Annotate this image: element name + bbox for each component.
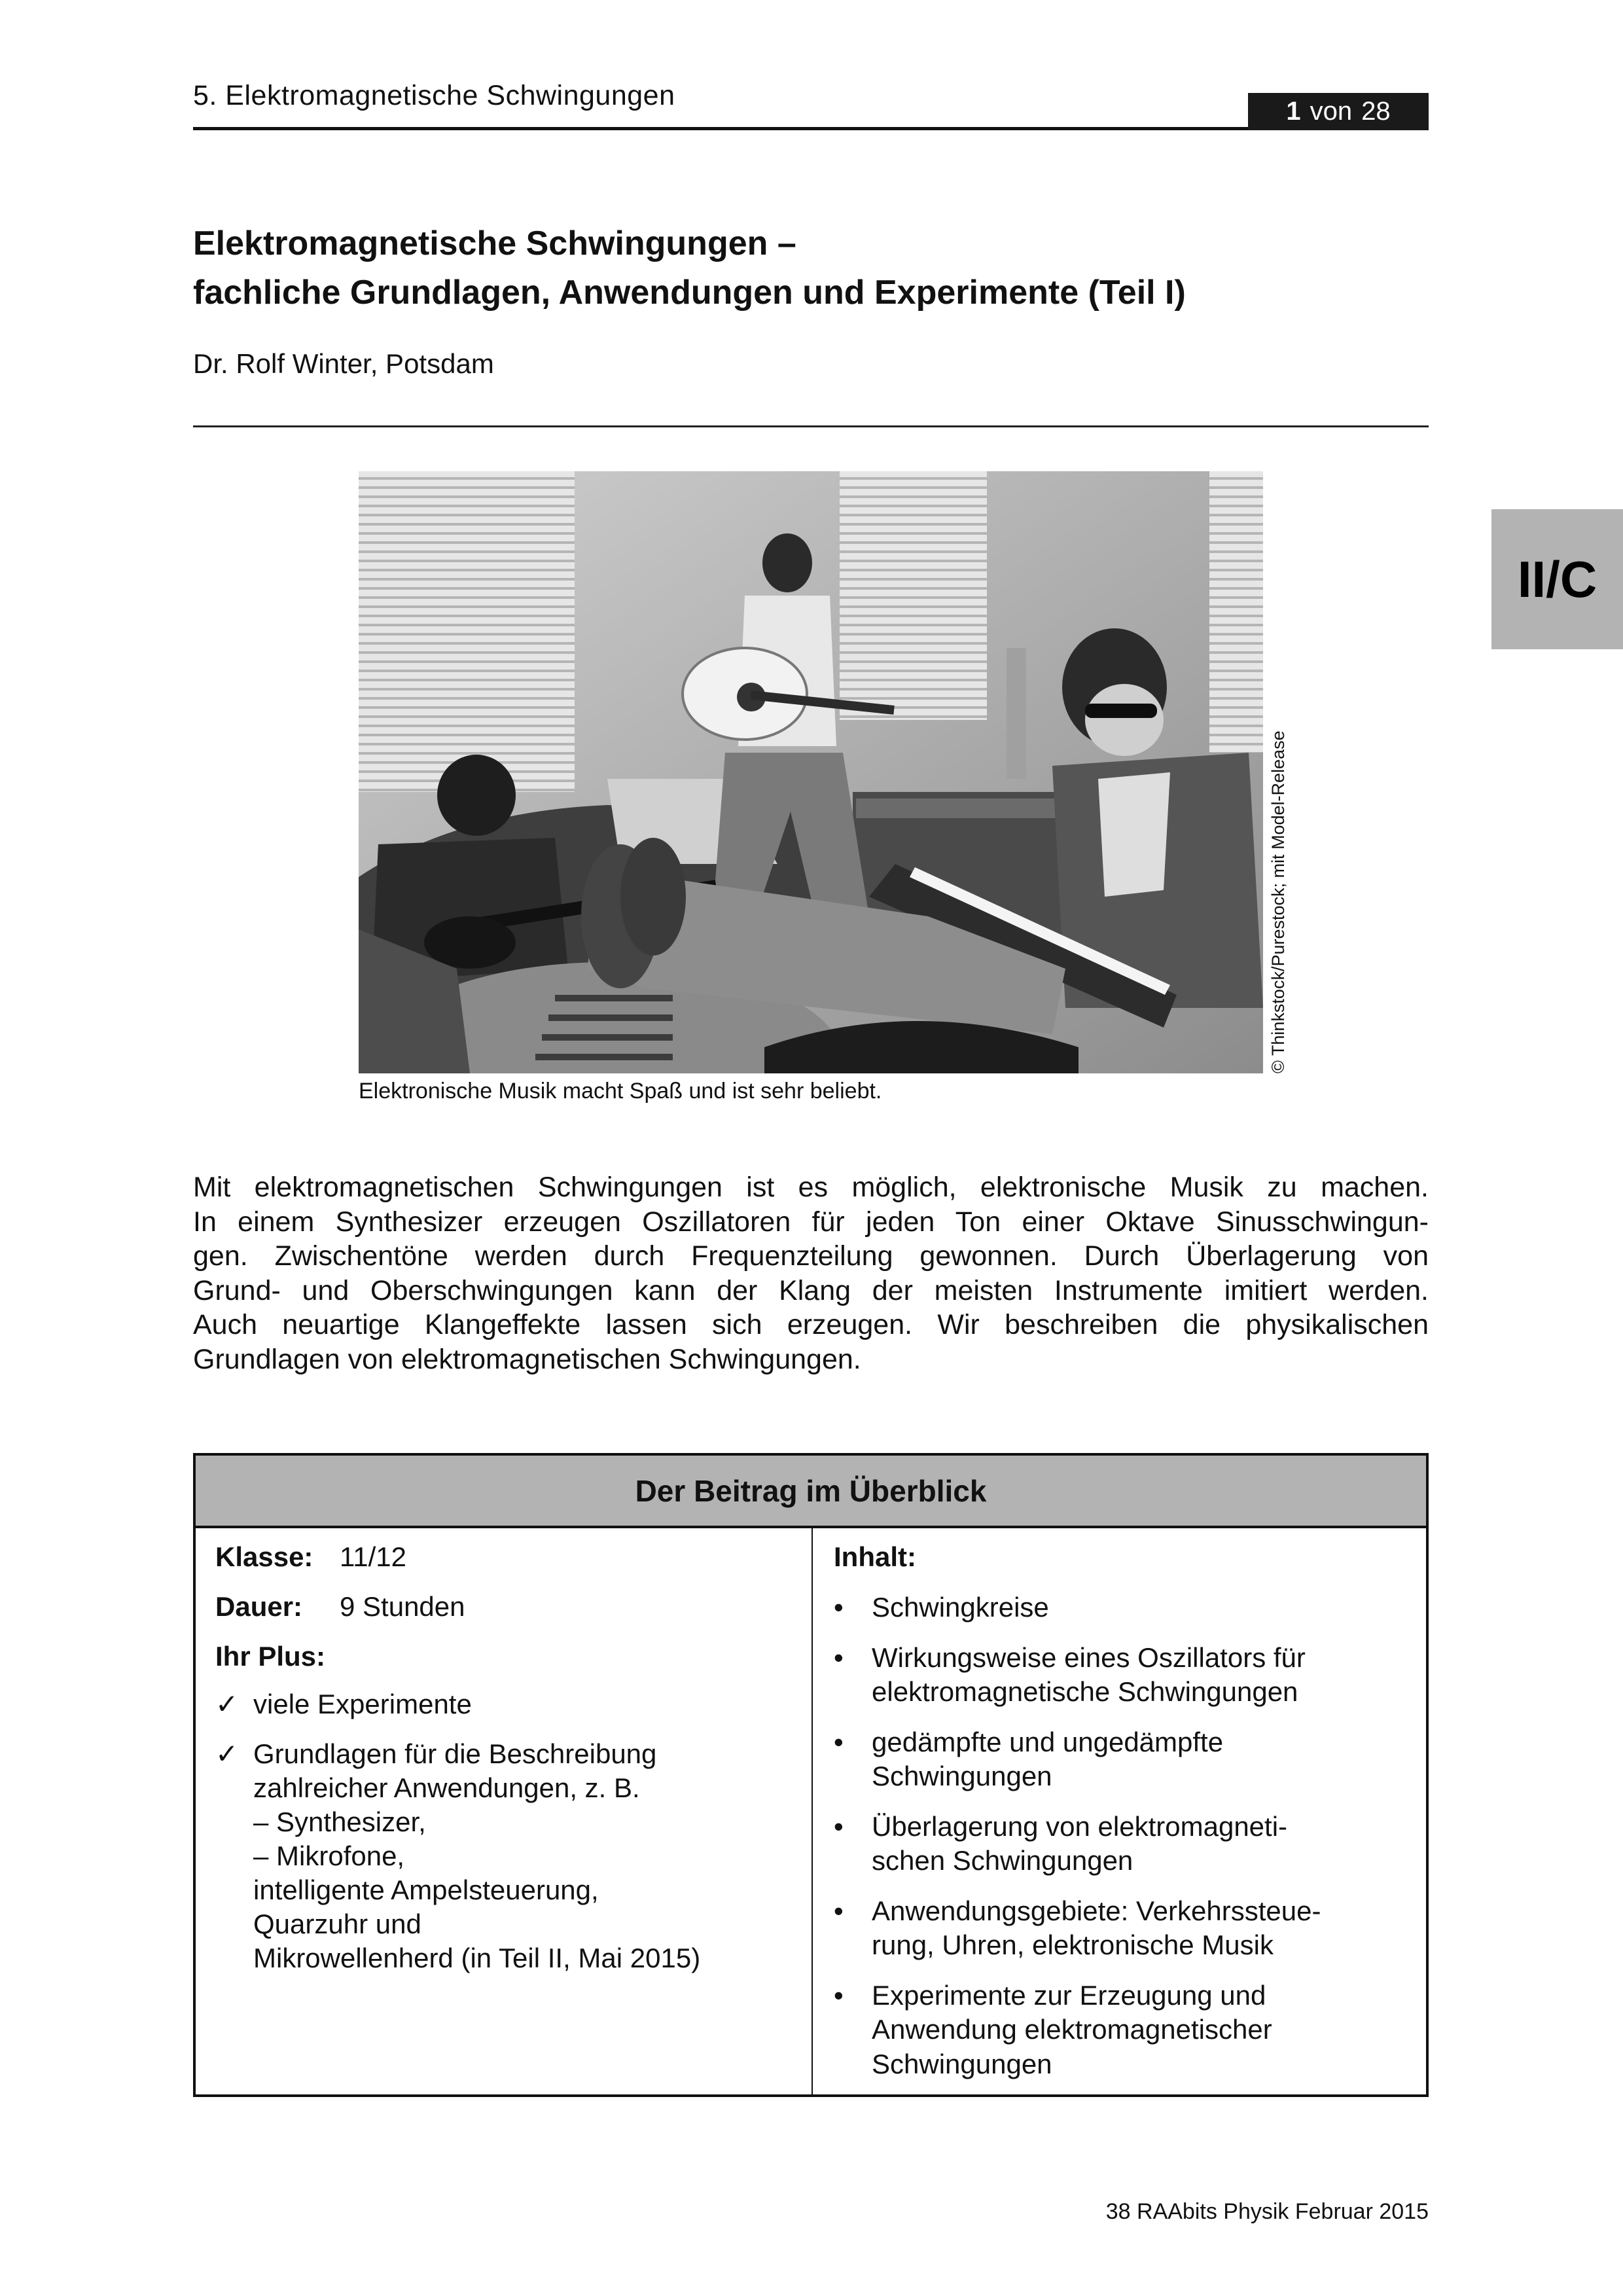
column-divider: [812, 1528, 813, 2094]
title-line-1: Elektromagnetische Schwingungen –: [193, 224, 796, 262]
dauer-label: Dauer:: [215, 1591, 303, 1622]
page-number-badge: [1248, 93, 1429, 130]
inhalt-item-line: Experimente zur Erzeugung und: [872, 1979, 1266, 2011]
bullet-icon: •: [834, 1641, 844, 1673]
plus-item-line: – Mikrofone,: [253, 1840, 405, 1871]
overview-title: Der Beitrag im Überblick: [196, 1456, 1426, 1528]
intro-paragraph: [193, 1170, 1429, 1376]
page-current: 1: [1286, 97, 1301, 126]
inhalt-item-line: Schwingungen: [872, 2048, 1052, 2079]
inhalt-item-line: Wirkungsweise eines Oszillators für: [872, 1641, 1306, 1673]
intro-line: Auch neuartige Klangeffekte lassen sich erzeugen. Wir beschreiben die physikalischen: [193, 1309, 1429, 1340]
inhalt-item-line: Schwingungen: [872, 1761, 1052, 1791]
photo-credit: © Thinkstock/Purestock; mit Model-Release: [1268, 730, 1288, 1073]
overview-box: [193, 1453, 1429, 2097]
person-left-head: [437, 755, 516, 836]
author-line: Dr. Rolf Winter, Potsdam: [193, 348, 494, 379]
page-footer: 38 RAAbits Physik Februar 2015: [1105, 2199, 1429, 2224]
intro-line: Mit elektromagnetischen Schwingungen ist es möglich, elektronische Musik zu machen.: [193, 1172, 1429, 1203]
inhalt-item-line: elektromagnetische Schwingungen: [872, 1676, 1298, 1707]
intro-line: gen. Zwischentöne werden durch Frequenzteilung gewonnen. Durch Überlagerung von: [193, 1240, 1429, 1272]
plus-item-line: viele Experimente: [253, 1689, 472, 1719]
inhalt-item-line: Anwendungsgebiete: Verkehrssteue-: [872, 1895, 1321, 1926]
plus-item-line: Mikrowellenherd (in Teil II, Mai 2015): [253, 1943, 701, 1973]
klasse-row: [215, 1541, 791, 1573]
plus-item-line: – Synthesizer,: [253, 1806, 426, 1837]
plus-item-line: intelligente Ampelsteuerung,: [253, 1874, 599, 1905]
running-header-section: 5. Elektromagnetische Schwingungen: [193, 80, 675, 111]
dauer-row: [215, 1590, 791, 1623]
plus-item-line: Grundlagen für die Beschreibung: [253, 1738, 657, 1769]
intro-line: Grundlagen von elektromagnetischen Schwingungen.: [193, 1343, 861, 1375]
checkmark-icon: ✓: [215, 1689, 239, 1719]
person-center-head: [762, 533, 812, 592]
page-of-label: von: [1310, 97, 1353, 126]
title-rule: [193, 425, 1429, 427]
overview-left-column: [215, 1541, 791, 1991]
photo-illustration: [359, 471, 1263, 1073]
overview-right-column: [834, 1541, 1410, 2097]
bullet-icon: •: [834, 1592, 844, 1623]
window-left: [359, 471, 575, 792]
inhalt-item-line: schen Schwingungen: [872, 1845, 1133, 1876]
window-center: [840, 471, 987, 720]
photo-caption: Elektronische Musik macht Spaß und ist sehr beliebt.: [359, 1079, 882, 1103]
chapter-tab: II/C: [1491, 509, 1623, 649]
plus-item: [215, 1737, 791, 1975]
inhalt-item: [834, 1979, 1410, 2082]
inhalt-item: [834, 1641, 1410, 1710]
dauer-value: 9 Stunden: [340, 1591, 465, 1622]
klasse-label: Klasse:: [215, 1541, 313, 1572]
inhalt-item-line: gedämpfte und ungedämpfte: [872, 1726, 1224, 1757]
intro-line: In einem Synthesizer erzeugen Oszillatoren für jeden Ton einer Oktave Sinusschwingun-: [193, 1206, 1429, 1238]
inhalt-item: [834, 1725, 1410, 1794]
inhalt-item: [834, 1894, 1410, 1963]
intro-line: Grund- und Oberschwingungen kann der Klang der meisten Instrumente imitiert werden.: [193, 1274, 1429, 1306]
window-right: [1209, 471, 1263, 753]
plus-item: [215, 1687, 791, 1721]
inhalt-item-line: Anwendung elektromagnetischer: [872, 2014, 1272, 2045]
page-total: 28: [1361, 97, 1391, 126]
inhalt-item-line: rung, Uhren, elektronische Musik: [872, 1929, 1274, 1960]
header-rule: [193, 127, 1248, 130]
title-line-2: fachliche Grundlagen, Anwendungen und Experimente (Teil I): [193, 274, 1186, 312]
klasse-value: 11/12: [340, 1541, 406, 1572]
inhalt-item-line: Schwingkreise: [872, 1592, 1049, 1623]
plus-label: Ihr Plus:: [215, 1641, 326, 1672]
plus-item-line: zahlreicher Anwendungen, z. B.: [253, 1772, 640, 1803]
inhalt-item: [834, 1810, 1410, 1878]
bullet-icon: •: [834, 1895, 844, 1926]
inhalt-label: Inhalt:: [834, 1541, 916, 1572]
bullet-icon: •: [834, 1810, 844, 1842]
plus-item-line: Quarzuhr und: [253, 1909, 421, 1939]
checkmark-icon: ✓: [215, 1738, 239, 1769]
inhalt-item-line: Überlagerung von elektromagneti-: [872, 1810, 1288, 1842]
band-photo: [359, 471, 1263, 1073]
bullet-icon: •: [834, 1726, 844, 1757]
bullet-icon: •: [834, 1979, 844, 2011]
inhalt-item: [834, 1590, 1410, 1625]
article-title: [193, 219, 1186, 317]
